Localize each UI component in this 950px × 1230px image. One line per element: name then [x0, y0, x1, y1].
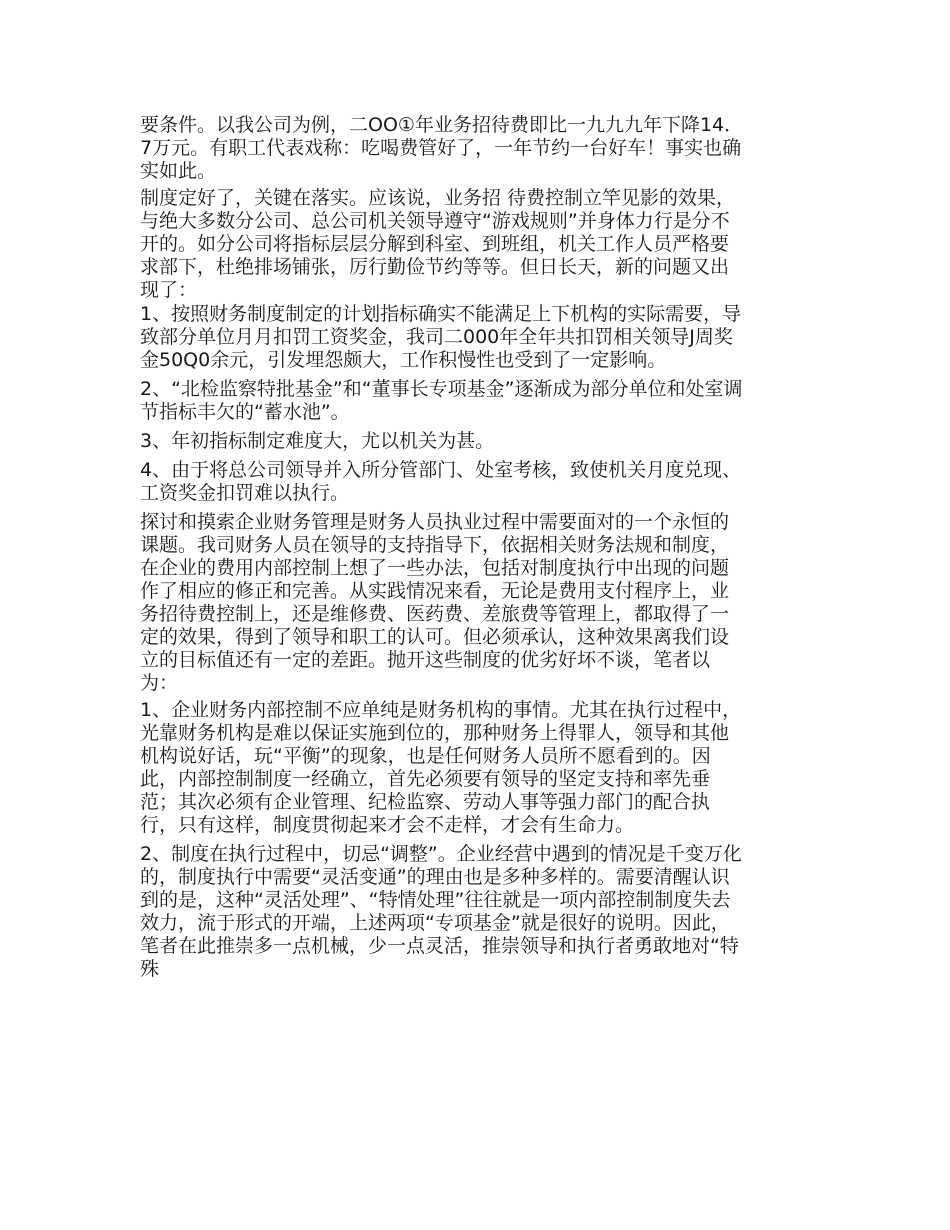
- opinion-item-1: 1、企业财务内部控制不应单纯是财务机构的事情。尤其在执行过程中，光靠财务机构是难以保证实施到位的，那种财务上得罪人，领导和其他机构说好话，玩“平衡”的现象，也是任何财务人员所不愿看到的。因此，内部控制制度一经确立，首先必须要有领导的坚定支持和率先垂范；其次必须有企业管理、纪检监察、劳动人事等强力部门的配合执行，只有这样，制度贯彻起来才会不走样，才会有生命力。: [140, 699, 742, 836]
- opinion-item-2: 2、制度在执行过程中，切忌“调整”。企业经营中遇到的情况是千变万化的，制度执行中需要“灵活变通”的理由也是多种多样的。需要清醒认识到的是，这种“灵活处理”、“特情处理”往往就是一项内部控制制度失去效力，流于形式的开端，上述两项“专项基金”就是很好的说明。因此，笔者在此推崇多一点机械，少一点灵活，推崇领导和执行者勇敢地对“特殊: [140, 843, 742, 980]
- document-body: [140, 114, 745, 987]
- paragraph-discussion: 探讨和摸索企业财务管理是财务人员执业过程中需要面对的一个永恒的课题。我司财务人员在领导的支持指导下，依据相关财务法规和制度，在企业的费用内部控制上想了一些办法，包括对制度执行中出现的问题作了相应的修正和完善。从实践情况来看，无论是费用支付程序上，业务招待费控制上，还是维修费、医药费、差旅费等管理上，都取得了一定的效果，得到了领导和职工的认可。但必须承认，这种效果离我们设立的目标值还有一定的差距。抛开这些制度的优劣好坏不谈，笔者以为：: [140, 511, 730, 694]
- problem-item-3: 3、年初指标制定难度大，尤以机关为甚。: [140, 430, 495, 452]
- problem-item-2: 2、“北检监察特批基金”和“董事长专项基金”逐渐成为部分单位和处室调节指标丰欠的“蓄水池”。: [140, 378, 743, 423]
- paragraph-intro-continuation: 要条件。以我公司为例，二OO①年业务招待费即比一九九九年下降14．7万元。有职工代表戏称：吃喝费管好了，一年节约一台好车！事实也确实如此。: [140, 114, 744, 182]
- paragraph-implementation: 制度定好了，关键在落实。应该说，业务招 待费控制立竿见影的效果，与绝大多数分公司、总公司机关领导遵守“游戏规则”并身体力行是分不开的。如分公司将指标层层分解到科室、到班组，机关工作人员严格要求部下，杜绝排场铺张，厉行勤俭节约等等。但日长天，新的问题又出现了：: [140, 187, 736, 301]
- problem-item-4: 4、由于将总公司领导并入所分管部门、处室考核，致使机关月度兑现、工资奖金扣罚难以执行。: [140, 459, 742, 504]
- problem-item-1: 1、按照财务制度制定的计划指标确实不能满足上下机构的实际需要，导致部分单位月月扣罚工资奖金，我司二000年全年共扣罚相关领导J周奖金50Q0余元，引发埋怨颇大，工作积慢性也受到了一定影响。: [140, 303, 742, 371]
